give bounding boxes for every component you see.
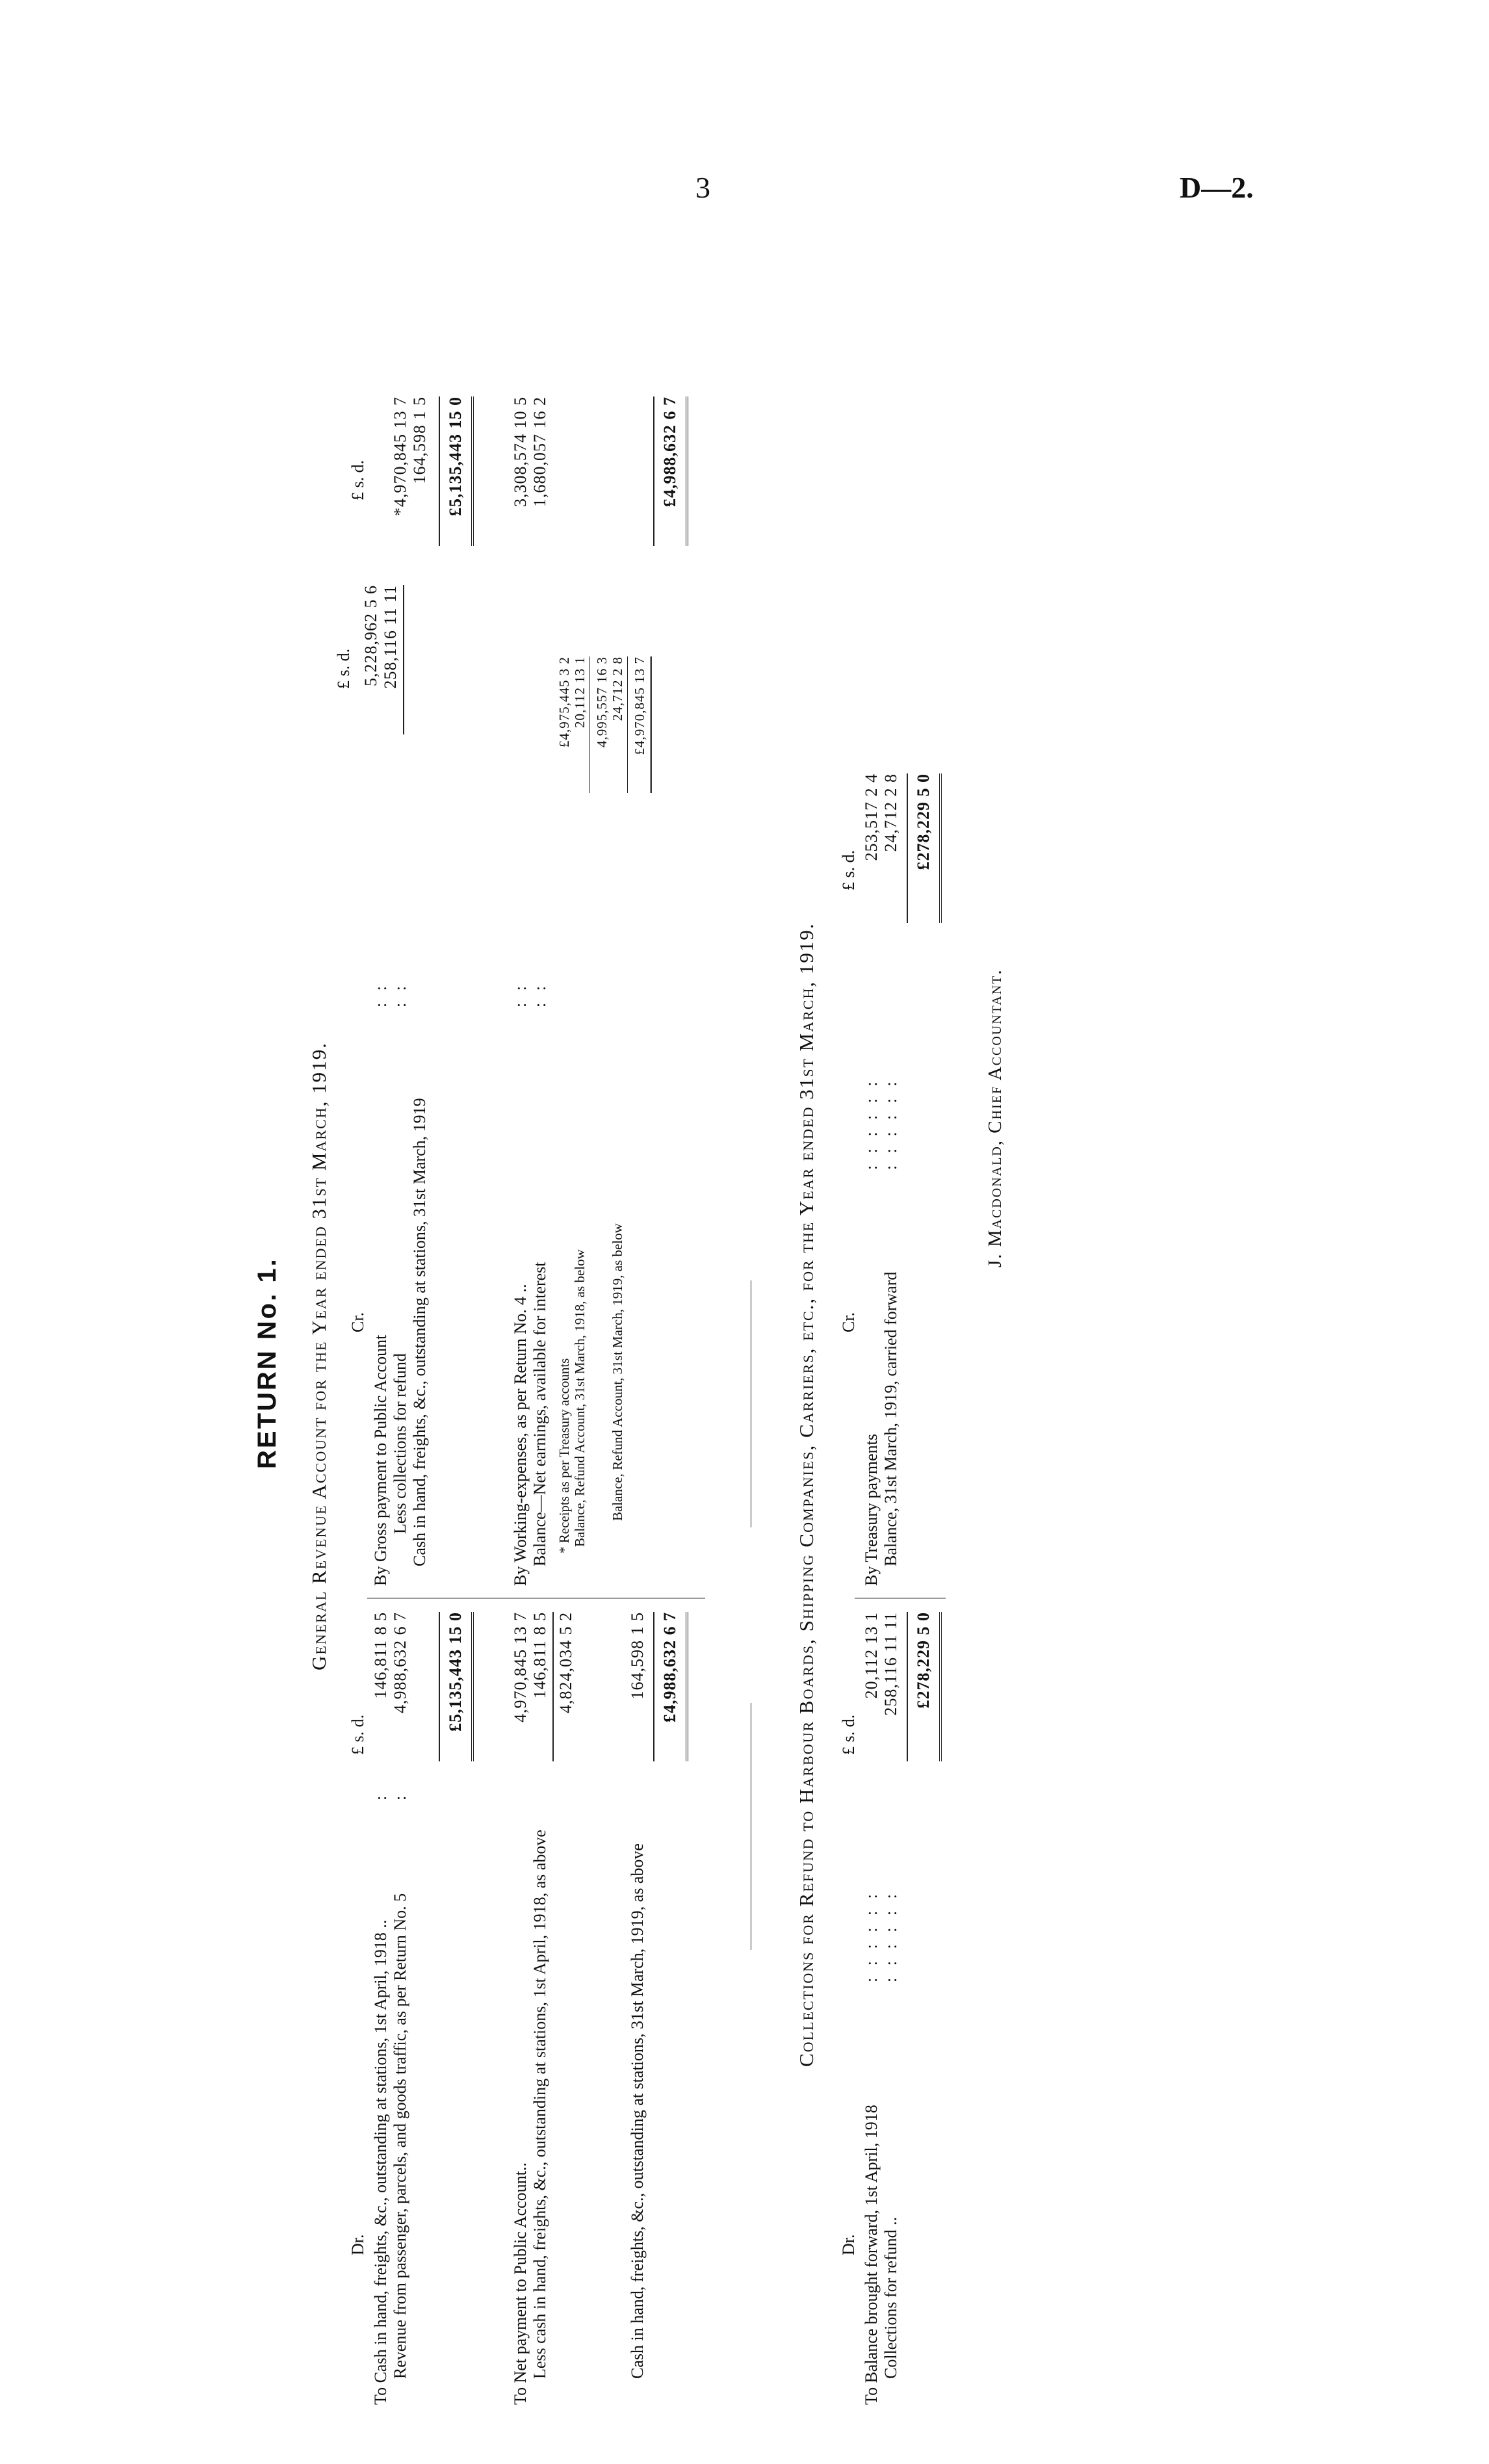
lsd-header-right-a: £ s. d.: [334, 648, 353, 689]
lsd-header-left: £ s. d.: [348, 1714, 367, 1755]
cr-working-expenses: By Working-expenses, as per Return No. 4 ..: [511, 1284, 530, 1586]
dots: : : : : : :: [862, 1890, 881, 1982]
dots: : :: [391, 982, 409, 1007]
amount: 253,517 2 4: [862, 773, 881, 861]
total-amount: £5,135,443 15 0: [446, 396, 465, 516]
dr-cash-in-hand-1919: Cash in hand, freights, &c., outstanding at stations, 31st March, 1919, as above: [628, 1843, 647, 2379]
dots: : : : : : :: [881, 1078, 900, 1170]
cr-cash-in-hand-1919: Cash in hand, freights, &c., outstanding at stations, 31st March, 1919: [410, 1098, 429, 1566]
total-double-rule: [471, 396, 474, 546]
rotated-return-sheet: [253, 201, 1414, 2405]
column-divider: [367, 1598, 705, 1599]
dr-collections: Collections for refund ..: [881, 2216, 900, 2379]
amount: 4,824,034 5 2: [556, 1612, 575, 1713]
total-rule: [907, 1612, 908, 1761]
amount: 4,970,845 13 7: [511, 1612, 530, 1722]
dr-label: Dr.: [348, 2234, 367, 2255]
total-rule: [653, 1612, 654, 1761]
dots: : :: [511, 982, 530, 1007]
total-amount: £4,988,632 6 7: [660, 396, 679, 507]
amount: 1,680,057 16 2: [530, 396, 549, 507]
amount: 3,308,574 10 5: [511, 396, 530, 507]
total-amount: £278,229 5 0: [914, 773, 933, 870]
amount: 20,112 13 1: [572, 656, 588, 728]
footnote-receipts: * Receipts as per Treasury accounts: [556, 1358, 572, 1553]
total-double-rule: [471, 1612, 474, 1761]
footnote-double-rule: [650, 656, 652, 793]
total-rule: [439, 396, 440, 546]
amount: £4,970,845 13 7: [632, 656, 647, 755]
signature: J. Macdonald, Chief Accountant.: [985, 968, 1005, 1267]
total-double-rule: [686, 1612, 688, 1761]
amount: 5,228,962 5 6: [361, 585, 380, 686]
refund-heading: Collections for Refund to Harbour Boards, Shipping Companies, Carriers, etc., for the Year ended 31st March, 1919.: [795, 922, 818, 2067]
dr-balance-forward: To Balance brought forward, 1st April, 1918: [862, 2105, 881, 2405]
amount: 20,112 13 1: [862, 1612, 881, 1699]
cr-label: Cr.: [839, 1312, 858, 1332]
cr-balance-carried-forward: Balance, 31st March, 1919, carried forward: [881, 1271, 900, 1566]
amount: 146,811 8 5: [371, 1612, 390, 1699]
cr-gross-payment: By Gross payment to Public Account: [371, 1334, 390, 1586]
amount: 164,598 1 5: [410, 396, 429, 484]
page-number: 3: [695, 171, 710, 204]
footnote-balance-1919: Balance, Refund Account, 31st March, 1919, as below: [610, 1223, 625, 1521]
cr-treasury-payments: By Treasury payments: [862, 1434, 881, 1586]
general-revenue-heading: General Revenue Account for the Year ended 31st March, 1919.: [307, 1042, 330, 1670]
amount: 24,712 2 8: [881, 773, 900, 852]
total-amount: £278,229 5 0: [914, 1612, 933, 1709]
total-double-rule: [686, 396, 688, 546]
dr-cash-in-hand-1918: To Cash in hand, freights, &c., outstanding at stations, 1st April, 1918 ..: [371, 1919, 390, 2405]
dr-net-payment: To Net payment to Public Account..: [511, 2162, 530, 2405]
total-double-rule: [939, 773, 942, 923]
dots: : : : : : :: [862, 1078, 881, 1170]
amount: *4,970,845 13 7: [391, 396, 409, 516]
return-title: RETURN No. 1.: [253, 1257, 281, 1469]
document-reference: D—2.: [1180, 171, 1254, 204]
cr-less-collections: Less collections for refund: [391, 1353, 409, 1534]
total-amount: £5,135,443 15 0: [446, 1612, 465, 1731]
cr-net-earnings: Balance—Net earnings, available for interest: [530, 1262, 549, 1566]
total-rule: [439, 1612, 440, 1761]
amount: 24,712 2 8: [610, 656, 625, 721]
lsd-header-right-b: £ s. d.: [348, 460, 367, 500]
dr-revenue-traffic: Revenue from passenger, parcels, and goods traffic, as per Return No. 5: [391, 1893, 409, 2379]
cr-label: Cr.: [348, 1312, 367, 1332]
amount: 4,995,557 16 3: [594, 656, 610, 747]
total-amount: £4,988,632 6 7: [660, 1612, 679, 1722]
footnote-balance-1918: Balance, Refund Account, 31st March, 1918, as below: [572, 1249, 588, 1547]
total-rule: [653, 396, 654, 546]
amount: £4,975,445 3 2: [556, 656, 572, 747]
amount: 258,116 11 11: [381, 585, 400, 689]
subtotal-rule: [552, 1612, 554, 1761]
footnote-rule: [627, 656, 628, 793]
amount: 258,116 11 11: [881, 1612, 900, 1716]
dr-less-cash: Less cash in hand, freights, &c., outstanding at stations, 1st April, 1918, as above: [530, 1830, 549, 2379]
amount: 146,811 8 5: [530, 1612, 549, 1699]
footnote-rule: [589, 656, 590, 793]
amount: 4,988,632 6 7: [391, 1612, 409, 1713]
dots: :: [371, 1791, 390, 1800]
dots: : : : : : :: [881, 1890, 900, 1982]
column-divider: [855, 1598, 946, 1599]
subtotal-rule: [403, 585, 404, 734]
dots: : :: [530, 982, 549, 1007]
lsd-header-left: £ s. d.: [839, 1714, 858, 1755]
dots: :: [391, 1791, 409, 1800]
dots: : :: [371, 982, 390, 1007]
lsd-header-right: £ s. d.: [839, 849, 858, 890]
total-double-rule: [939, 1612, 942, 1761]
total-rule: [907, 773, 908, 923]
dr-label: Dr.: [839, 2234, 858, 2255]
amount: 164,598 1 5: [628, 1612, 647, 1700]
